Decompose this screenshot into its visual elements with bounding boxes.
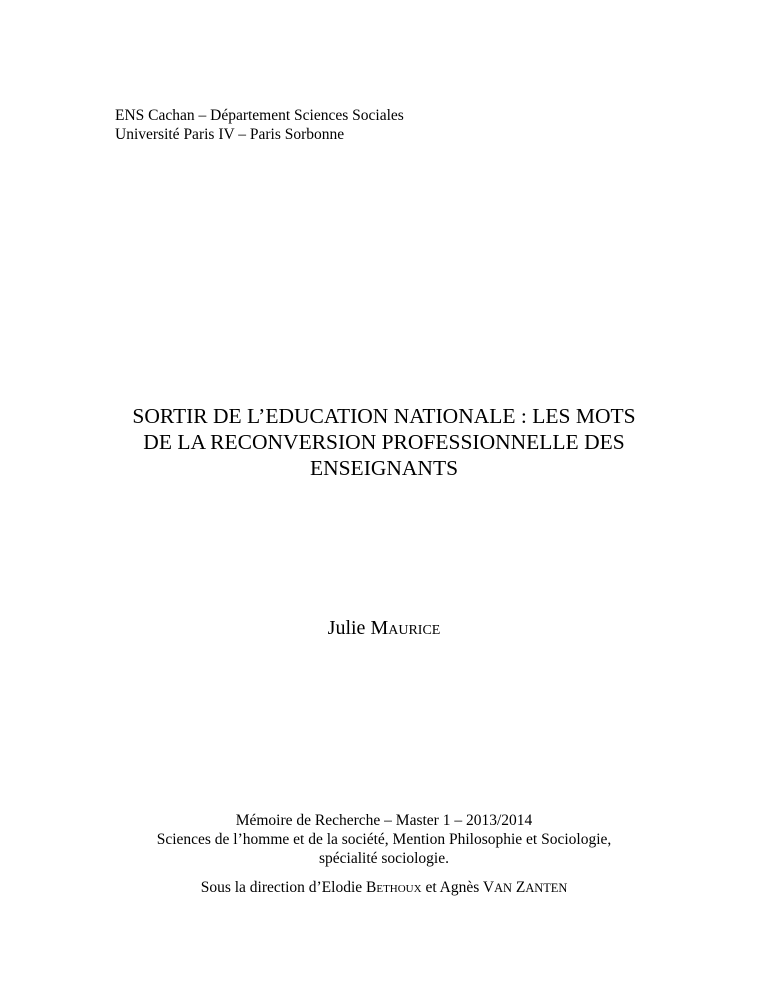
supervisor-2-rest-an: AN xyxy=(494,881,512,895)
thesis-title xyxy=(84,403,684,481)
thesis-title-line: DE LA RECONVERSION PROFESSIONNELLE DES xyxy=(143,430,625,454)
thesis-title-line: SORTIR DE L’EDUCATION NATIONALE : LES MOTS xyxy=(132,404,636,428)
memoire-line-degree: Mémoire de Recherche – Master 1 – 2013/2014 xyxy=(235,812,533,829)
supervision-line xyxy=(0,878,768,898)
supervisor-2-last-name xyxy=(483,879,567,896)
institution-line-ens: ENS Cachan – Département Sciences Sociales xyxy=(115,107,404,124)
author-first-name: Julie xyxy=(327,617,366,639)
author-name xyxy=(0,616,768,640)
institution-line-sorbonne: Université Paris IV – Paris Sorbonne xyxy=(115,126,345,143)
institutions-block xyxy=(115,106,404,144)
memoire-line-mention: Sciences de l’homme et de la société, Mention Philosophie et Sociologie, xyxy=(156,831,612,848)
supervisor-2-rest-anten: ANTEN xyxy=(525,881,568,895)
supervision-conjunction: et Agnès xyxy=(421,879,483,896)
memoire-info xyxy=(0,811,768,868)
thesis-title-line: ENSEIGNANTS xyxy=(309,456,459,480)
supervisor-2-initial-z: Z xyxy=(515,879,526,896)
memoire-line-specialite: spécialité sociologie. xyxy=(319,850,449,867)
supervisor-2-initial-v: V xyxy=(482,879,495,896)
supervisor-1-last-name: Bethoux xyxy=(366,879,422,896)
supervision-prefix: Sous la direction d’Elodie xyxy=(200,879,367,896)
author-last-name: Maurice xyxy=(370,617,441,639)
